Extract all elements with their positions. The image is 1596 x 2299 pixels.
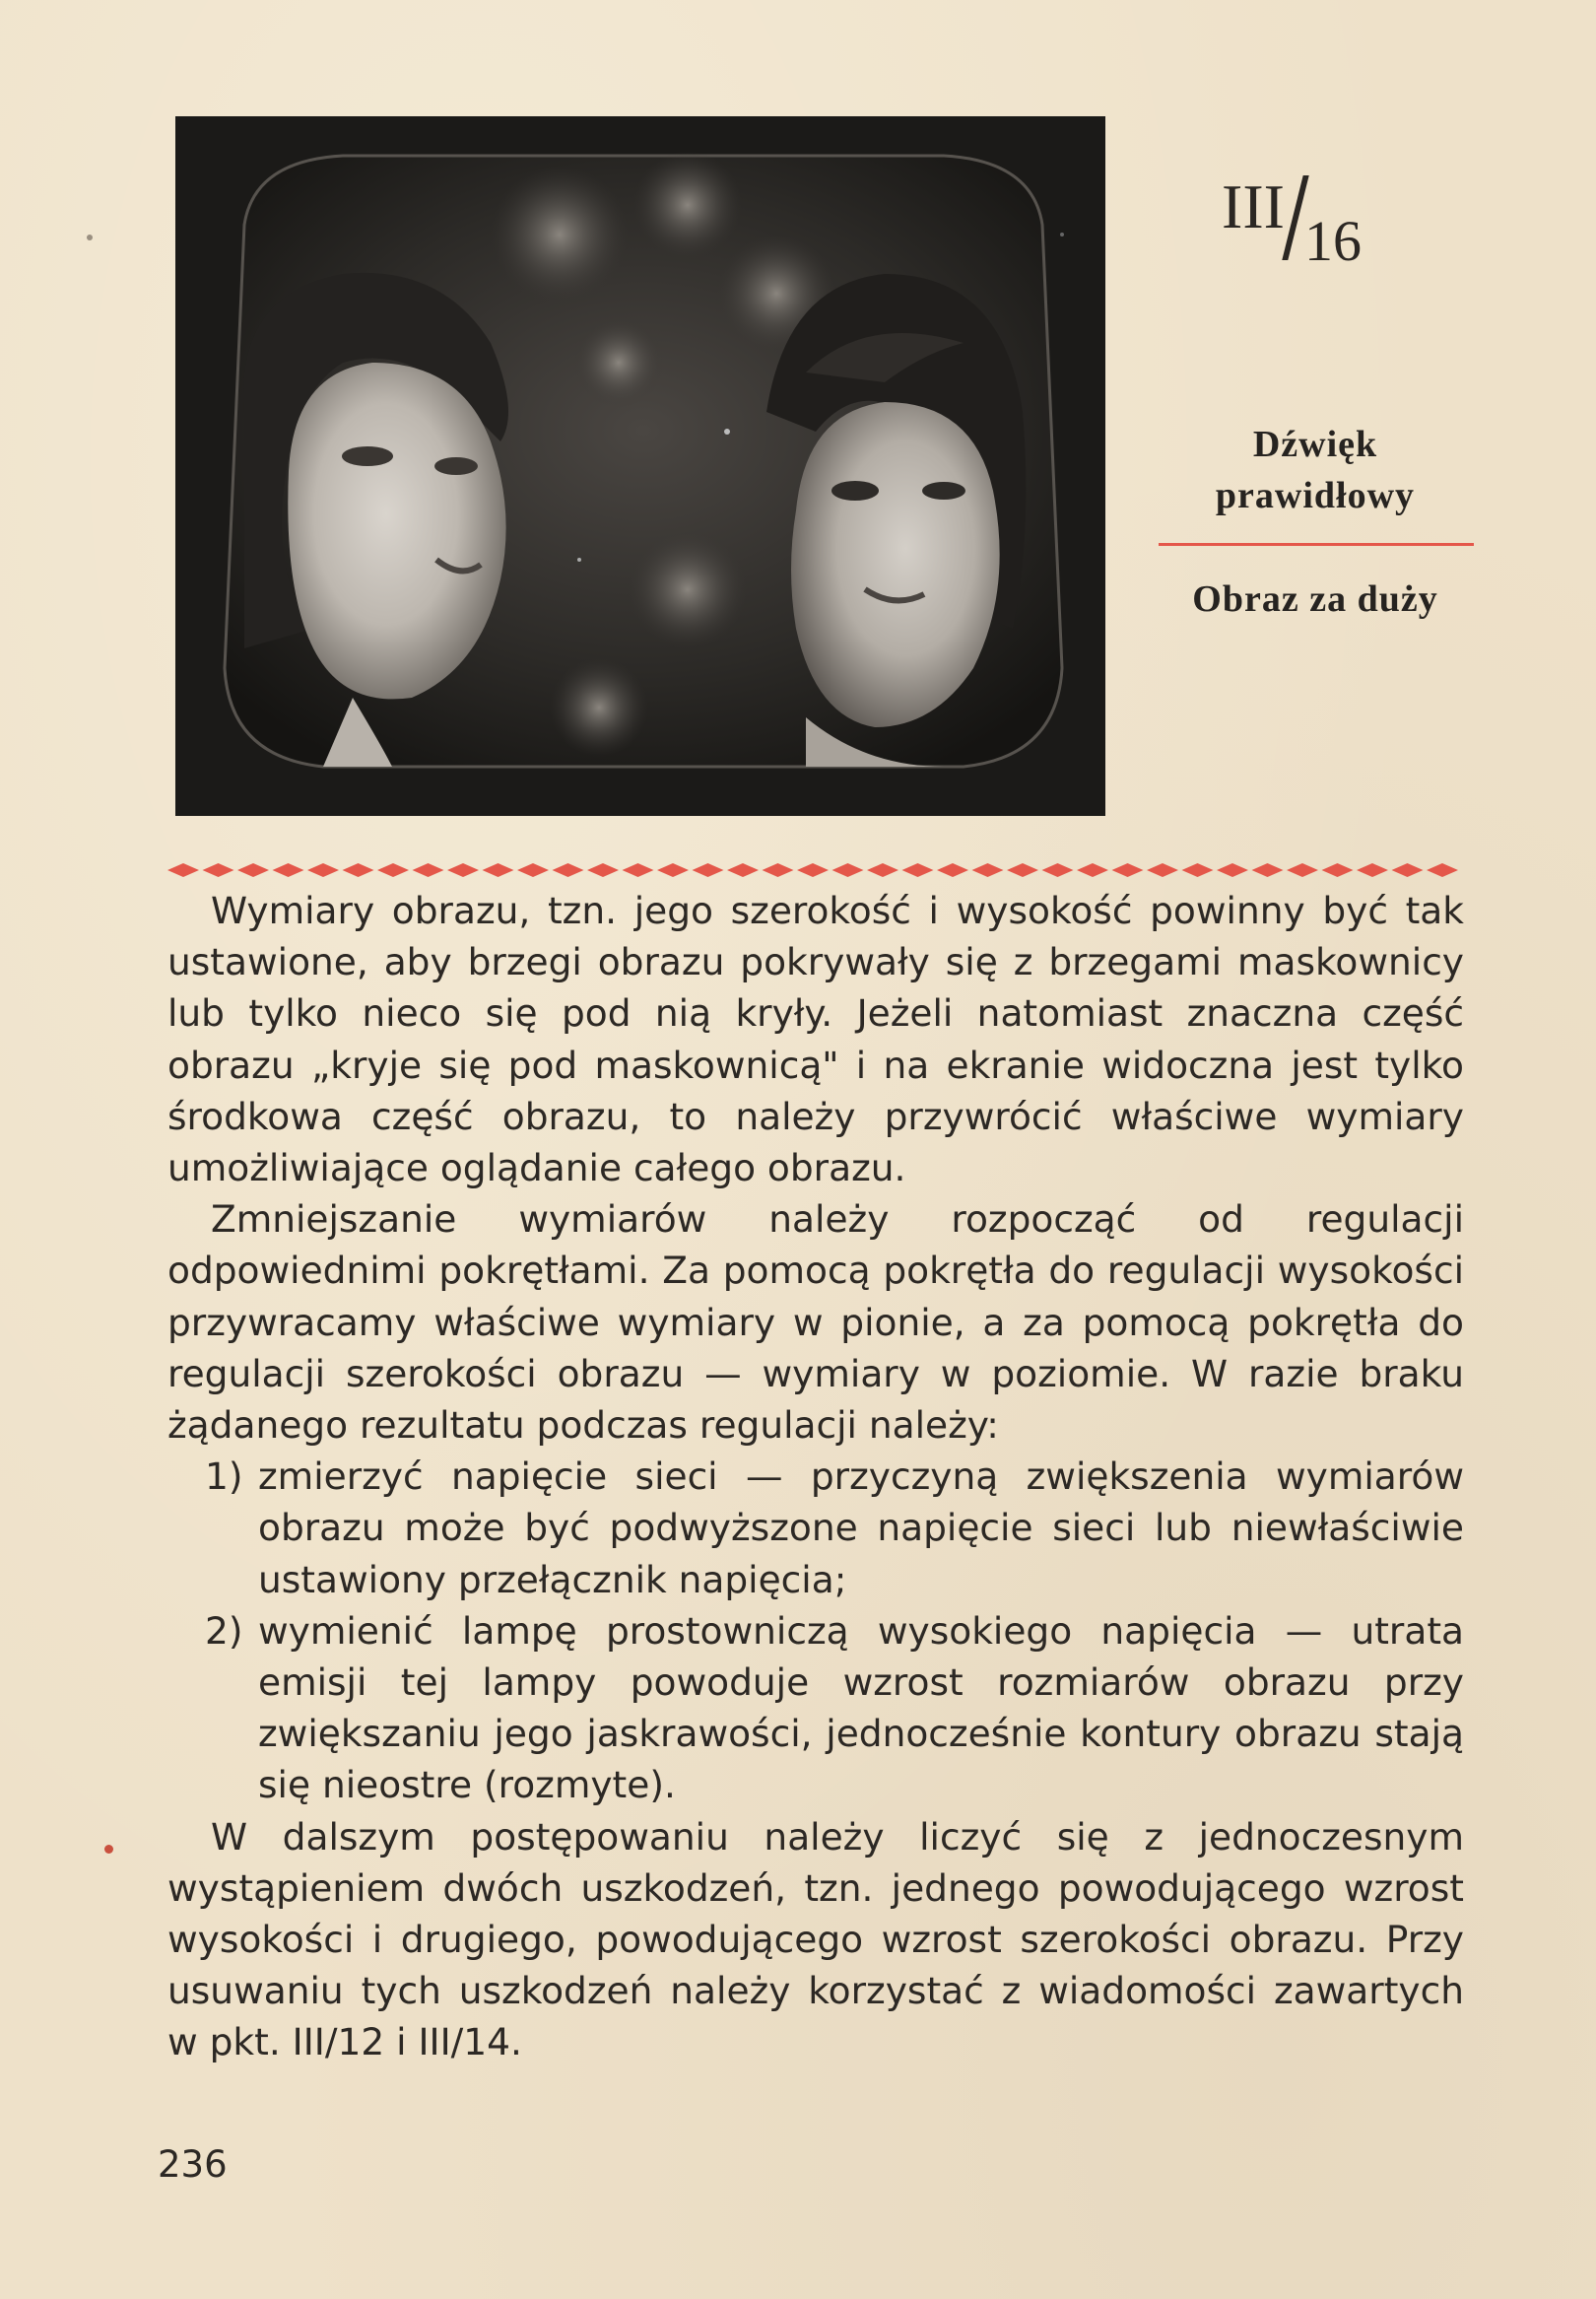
ornament-diamond (1112, 863, 1144, 877)
section-number-value: 16 (1303, 209, 1362, 273)
body-text (167, 885, 1464, 2068)
ornament-diamond (203, 863, 234, 877)
paragraph-2: Zmniejszanie wymiarów należy rozpocząć od regulacji odpowiednimi pokrętłami. Za pomocą pokrętła do regulacji wysokości przywracamy właściwe wymiary w pionie, a za pomocą pokrętła do regulacji szerokości obrazu — wymiary w poziomie. W razie braku żądanego rezultatu podczas regulacji należy: (167, 1197, 1464, 1448)
red-divider (1159, 543, 1474, 546)
ornament-diamond (343, 863, 374, 877)
ornament-diamond (727, 863, 759, 877)
paragraph-1: Wymiary obrazu, tzn. jego szerokość i wysokość powinny być tak ustawione, aby brzegi obrazu pokrywały się z brzegami maskownicy lub tylko nieco się pod nią kryły. Jeżeli natomiast znaczna część obrazu „kryje się pod maskownicą" i na ekranie widoczna jest tylko środkowa część obrazu, to należy przywrócić właściwe wymiary umożliwiające oglądanie całego obrazu. (167, 889, 1464, 1190)
ornament-diamond (447, 863, 479, 877)
tv-screen-photo (175, 116, 1105, 816)
ornament-diamond (307, 863, 339, 877)
ornament-diamond (1042, 863, 1074, 877)
ornament-diamond (553, 863, 584, 877)
section-number (1222, 171, 1458, 273)
ornament-diamond (1147, 863, 1178, 877)
image-status-label: Obraz za duży (1192, 578, 1438, 620)
ornament-diamond (413, 863, 444, 877)
tv-screen-two-women-photo-icon (175, 116, 1105, 816)
ornament-diamond (937, 863, 968, 877)
list-item-text: wymienić lampę prostowniczą wysokiego napięcia — utrata emisji tej lampy powoduje wzrost rozmiarów obrazu przy zwiększaniu jego jaskrawości, jednocześnie kontury obrazu stają się nieostre (rozmyte). (258, 1608, 1464, 1807)
ornament-diamond (797, 863, 829, 877)
ornament-diamond (1217, 863, 1248, 877)
ornament-diamond (377, 863, 409, 877)
ornament-diamond (972, 863, 1004, 877)
ornament-diamond (1287, 863, 1318, 877)
ornament-diamond (167, 863, 199, 877)
list-item (167, 1451, 1464, 1605)
ornament-diamond (237, 863, 269, 877)
list-marker: 1) (205, 1454, 243, 1499)
ornament-diamond (623, 863, 654, 877)
ornament-diamond (517, 863, 549, 877)
page-number: 236 (158, 2143, 228, 2186)
list-item-text: zmierzyć napięcie sieci — przyczyną zwiększenia wymiarów obrazu może być podwyższone napięcie sieci lub niewłaściwie ustawiony przełącznik napięcia; (258, 1454, 1464, 1601)
ornament-diamond (1322, 863, 1354, 877)
list-item (167, 1605, 1464, 1811)
ornament-diamond (867, 863, 898, 877)
ink-speck (104, 1845, 113, 1854)
list-marker: 2) (205, 1608, 243, 1653)
ornament-diamond (1077, 863, 1108, 877)
ornament-diamond (587, 863, 619, 877)
section-roman: III (1222, 171, 1285, 241)
symptom-labels (1153, 419, 1478, 625)
ornament-diamond (657, 863, 689, 877)
ornament-diamond (273, 863, 304, 877)
ornament-diamond (902, 863, 934, 877)
ornament-diamond (1252, 863, 1284, 877)
ornament-diamond (1392, 863, 1424, 877)
ornament-diamond (693, 863, 724, 877)
ink-speck (87, 235, 93, 240)
ornament-diamond (1182, 863, 1214, 877)
sound-status-label: Dźwięk prawidłowy (1215, 424, 1416, 516)
paragraph-3: W dalszym postępowaniu należy liczyć się z jednoczesnym wystąpieniem dwóch uszkodzeń, tzn. jednego powodującego wzrost wysokości i drugiego, powodującego wzrost szerokości obrazu. Przy usuwaniu tych uszkodzeń należy korzystać z wiadomości zawartych w pkt. III/12 i III/14. (167, 1814, 1464, 2064)
ornament-diamond (483, 863, 514, 877)
diamond-ornament-divider (167, 855, 1468, 885)
ornament-diamond (1357, 863, 1388, 877)
ornament-diamond (763, 863, 794, 877)
ornament-diamond (832, 863, 864, 877)
ornament-diamond (1007, 863, 1038, 877)
ornament-diamond (1427, 863, 1458, 877)
